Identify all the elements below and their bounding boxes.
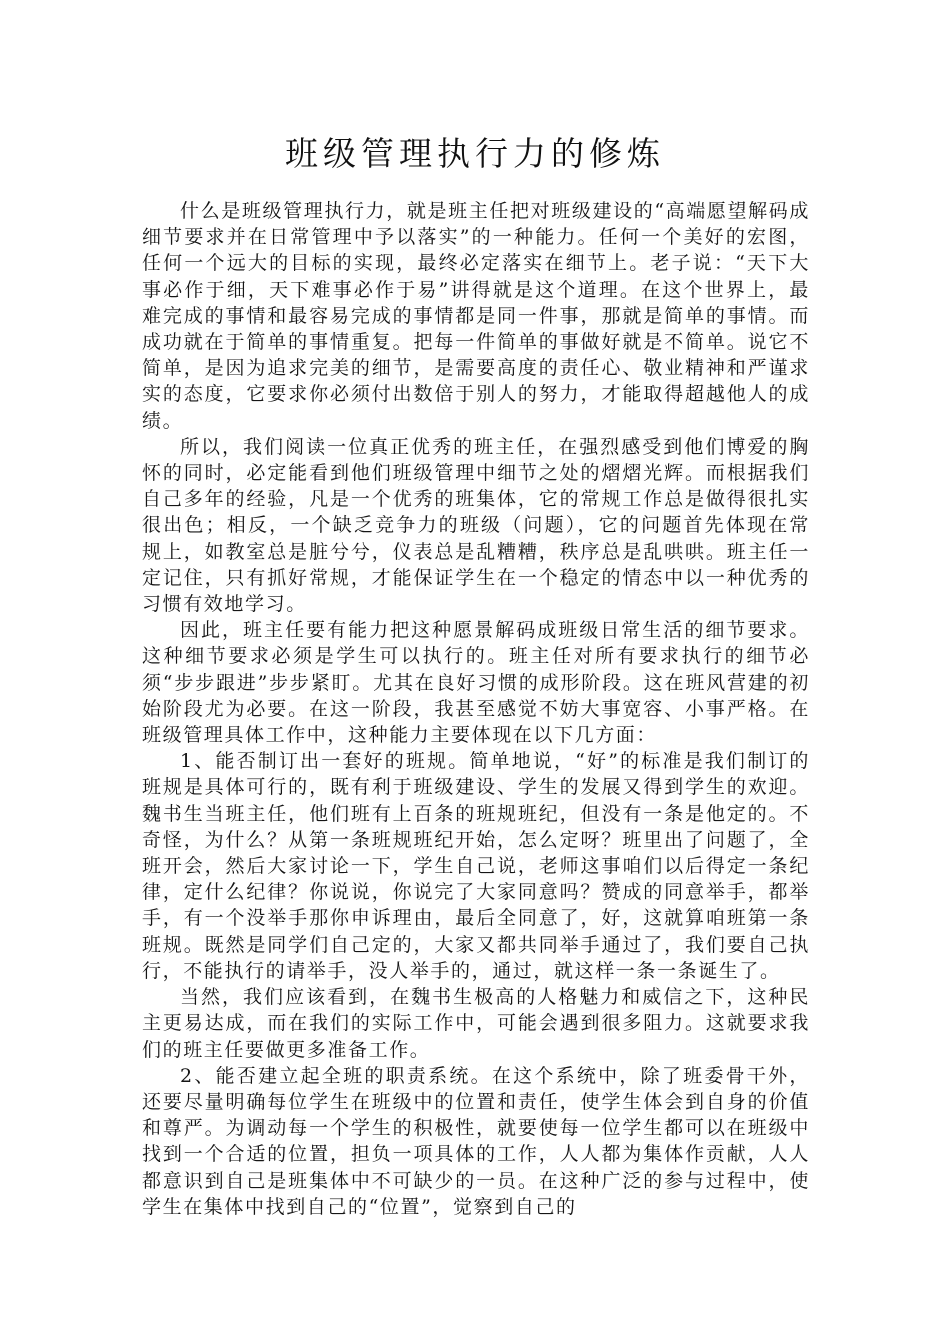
paragraph: 当然，我们应该看到，在魏书生极高的人格魅力和威信之下，这种民主更易达成，而在我们的实际工作中，可能会遇到很多阻力。这就要求我们的班主任要做更多准备工作。 [142,986,810,1061]
document-title: 班级管理执行力的修炼 [285,134,665,173]
paragraph: 2、能否建立起全班的职责系统。在这个系统中，除了班委骨干外，还要尽量明确每位学生在班级中的位置和责任，使学生体会到自身的价值和尊严。为调动每一个学生的积极性，就要使每一位学生都可以在班级中找到一个合适的位置，担负一项具体的工作，人人都为集体作贡献，人人都意识到自己是班集体中不可缺少的一员。在这种广泛的参与过程中，使学生在集体中找到自己的“位置”，觉察到自己的 [142,1064,810,1218]
paragraph: 什么是班级管理执行力，就是班主任把对班级建设的“高端愿望解码成细节要求并在日常管理中予以落实”的一种能力。任何一个美好的宏图，任何一个远大的目标的实现，最终必定落实在细节上。老子说：“天下大事必作于细，天下难事必作于易”讲得就是这个道理。在这个世界上，最难完成的事情和最容易完成的事情都是同一件事，那就是简单的事情。而成功就在于简单的事情重复。把每一件简单的事做好就是不简单。说它不简单，是因为追求完美的细节，是需要高度的责任心、敬业精神和严谨求实的态度，它要求你必须付出数倍于别人的努力，才能取得超越他人的成绩。 [142,200,810,432]
paragraph: 所以，我们阅读一位真正优秀的班主任，在强烈感受到他们博爱的胸怀的同时，必定能看到他们班级管理中细节之处的熠熠光辉。而根据我们自己多年的经验，凡是一个优秀的班集体，它的常规工作总是做得很扎实很出色；相反，一个缺乏竞争力的班级（问题），它的问题首先体现在常规上，如教室总是脏兮兮，仪表总是乱糟糟，秩序总是乱哄哄。班主任一定记住，只有抓好常规，才能保证学生在一个稳定的情态中以一种优秀的习惯有效地学习。 [142,435,810,616]
document-body [142,198,810,1220]
paragraph: 因此，班主任要有能力把这种愿景解码成班级日常生活的细节要求。这种细节要求必须是学生可以执行的。班主任对所有要求执行的细节必须“步步跟进”步步紧盯。尤其在良好习惯的成形阶段。这在班风营建的初始阶段尤为必要。在这一阶段，我甚至感觉不妨大事宽容、小事严格。在班级管理具体工作中，这种能力主要体现在以下几方面： [142,619,810,747]
paragraph: 1、能否制订出一套好的班规。简单地说，“好”的标准是我们制订的班规是具体可行的，既有利于班级建设、学生的发展又得到学生的欢迎。魏书生当班主任，他们班有上百条的班规班纪，但没有一条是他定的。不奇怪，为什么？从第一条班规班纪开始，怎么定呀？班里出了问题了，全班开会，然后大家讨论一下，学生自己说，老师这事咱们以后得定一条纪律，定什么纪律？你说说，你说完了大家同意吗？赞成的同意举手，都举手，有一个没举手那你申诉理由，最后全同意了，好，这就算咱班第一条班规。既然是同学们自己定的，大家又都共同举手通过了，我们要自己执行，不能执行的请举手，没人举手的，通过，就这样一条一条诞生了。 [142,750,810,982]
